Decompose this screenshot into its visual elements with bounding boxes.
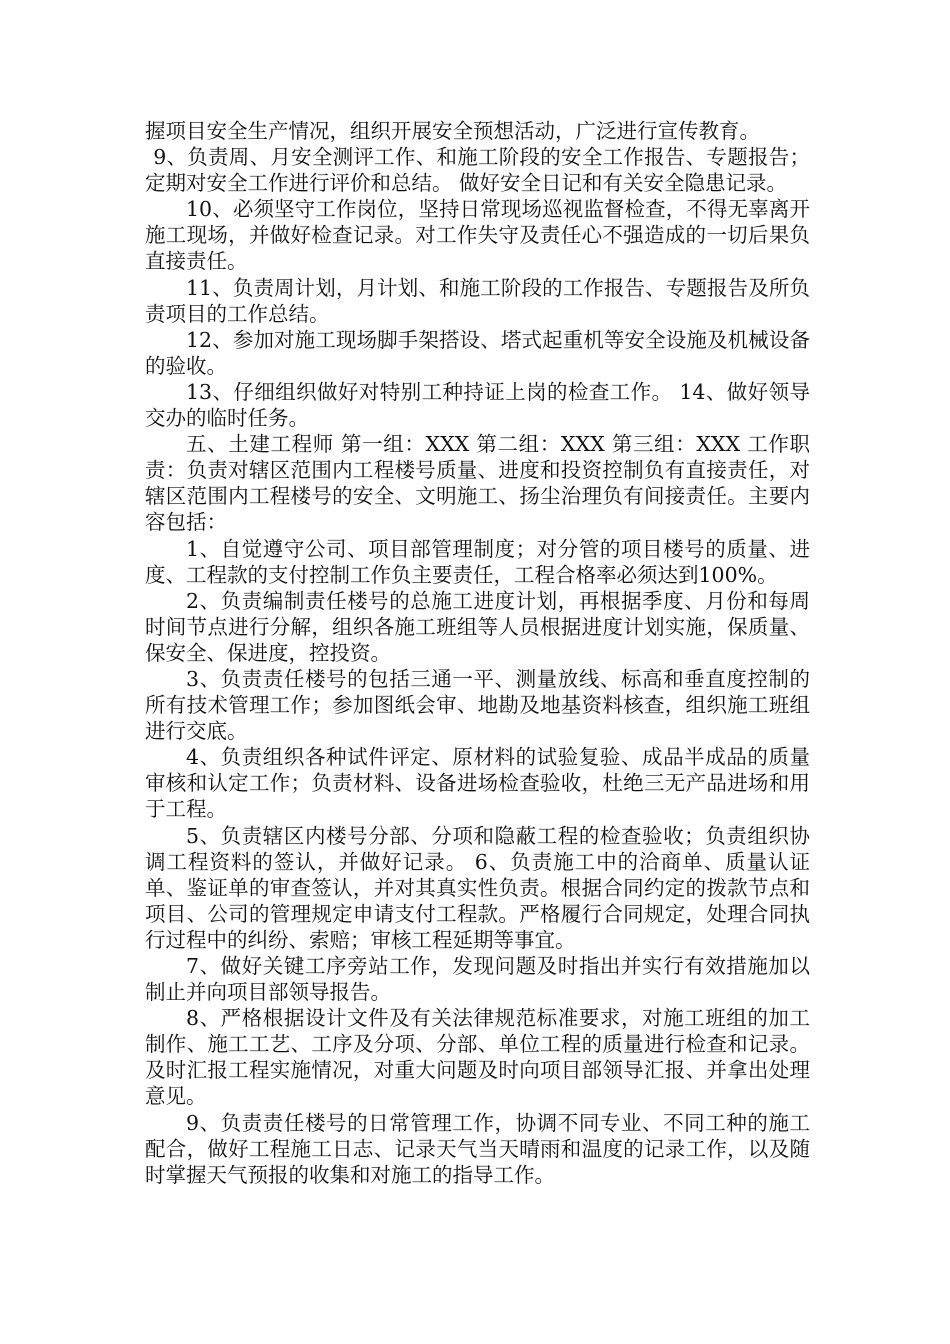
paragraph-civil-item-7: 7、做好关键工序旁站工作，发现问题及时指出并实行有效措施加以制止并向项目部领导报告。 <box>145 954 810 1005</box>
paragraph-safety-promotion: 握项目安全生产情况，组织开展安全预想活动，广泛进行宣传教育。 <box>145 119 760 143</box>
paragraph-item-12-equipment-acceptance: 12、参加对施工现场脚手架搭设、塔式起重机等安全设施及机械设备的验收。 <box>145 327 810 378</box>
paragraph-civil-item-8: 8、严格根据设计文件及有关法律规范标准要求，对施工班组的加工制作、施工工艺、工序及分项、分部、单位工程的质量进行检查和记录。及时汇报工程实施情况，对重大问题及时向项目部领导汇报、并拿出处理意见。 <box>145 1006 810 1109</box>
paragraph-item-9-safety-report: 9、负责周、月安全测评工作、和施工阶段的安全工作报告、专题报告；定期对安全工作进行评价和总结。 做好安全日记和有关安全隐患记录。 <box>145 145 810 196</box>
paragraph-civil-item-4: 4、负责组织各种试件评定、原材料的试验复验、成品半成品的质量审核和认定工作；负责材料、设备进场检查验收，杜绝三无产品进场和用于工程。 <box>145 745 810 822</box>
paragraph-civil-item-2: 2、负责编制责任楼号的总施工进度计划，再根据季度、月份和每周时间节点进行分解，组织各施工班组等人员根据进度计划实施，保质量、保安全、保进度，控投资。 <box>145 588 810 665</box>
paragraph-item-13-14-certification: 13、仔细组织做好对特别工种持证上岗的检查工作。 14、做好领导交办的临时任务。 <box>145 379 810 431</box>
paragraph-section-5-civil-engineer: 五、土建工程师 第一组：XXX 第二组：XXX 第三组：XXX 工作职责：负责对辖区范围内工程楼号质量、进度和投资控制负有直接责任，对辖区范围内工程楼号的安全、文明施工、扬尘治理负有间接责任。主要内容包括： <box>145 432 810 535</box>
paragraph-civil-item-9: 9、负责责任楼号的日常管理工作，协调不同专业、不同工种的施工配合，做好工程施工日志、记录天气当天晴雨和温度的记录工作，以及随时掌握天气预报的收集和对施工的指导工作。 <box>145 1110 810 1187</box>
paragraph-item-11-plans: 11、负责周计划，月计划、和施工阶段的工作报告、专题报告及所负责项目的工作总结。 <box>145 275 810 326</box>
document-body <box>145 118 810 1188</box>
paragraph-item-10-post-duty: 10、必须坚守工作岗位，坚持日常现场巡视监督检查，不得无辜离开施工现场，并做好检查记录。对工作失守及责任心不强造成的一切后果负直接责任。 <box>145 197 810 274</box>
paragraph-civil-item-3: 3、负责责任楼号的包括三通一平、测量放线、标高和垂直度控制的所有技术管理工作；参加图纸会审、地勘及地基资料核查，组织施工班组进行交底。 <box>145 666 810 744</box>
paragraph-civil-item-1: 1、自觉遵守公司、项目部管理制度；对分管的项目楼号的质量、进度、工程款的支付控制工作负主要责任，工程合格率必须达到100%。 <box>145 536 810 587</box>
paragraph-civil-item-5-6: 5、负责辖区内楼号分部、分项和隐蔽工程的检查验收；负责组织协调工程资料的签认，并做好记录。 6、负责施工中的洽商单、质量认证单、鉴证单的审查签认，并对其真实性负责。根据合同约定的拨款节点和项目、公司的管理规定申请支付工程款。严格履行合同规定，处理合同执行过程中的纠纷、索赔；审核工程延期等事宜。 <box>145 823 810 952</box>
